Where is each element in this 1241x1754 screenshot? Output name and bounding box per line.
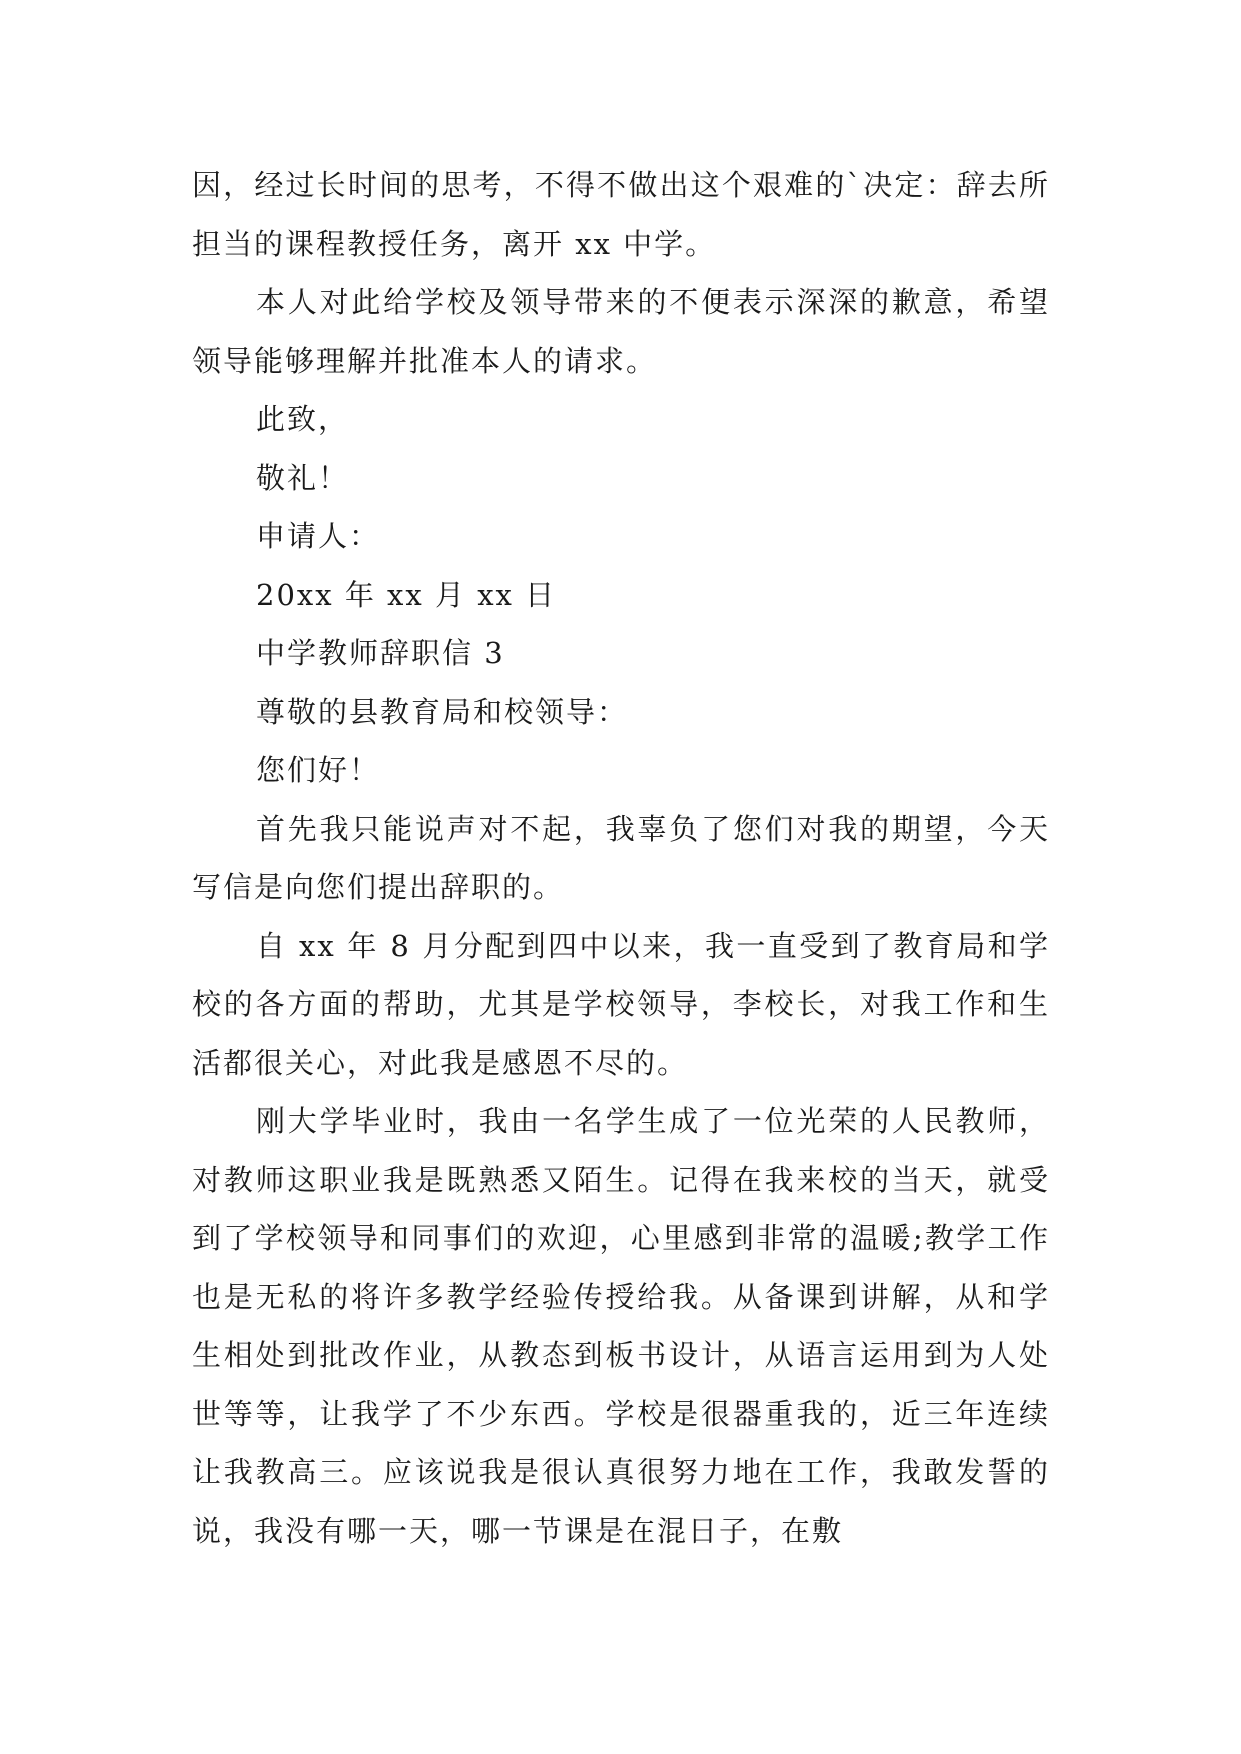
closing-salutation: 此致，: [256, 402, 350, 436]
paragraph-opening: 首先我只能说声对不起，我辜负了您们对我的期望，今天写信是向您们提出辞职的。: [192, 811, 1050, 904]
paragraph-gratitude: 自 xx 年 8 月分配到四中以来，我一直受到了教育局和学校的各方面的帮助，尤其是学校领导，李校长，对我工作和生活都很关心，对此我是感恩不尽的。: [192, 928, 1050, 1080]
greeting-hello: 您们好！: [256, 753, 381, 787]
paragraph-continuation: 因，经过长时间的思考，不得不做出这个艰难的`决定：辞去所担当的课程教授任务，离开 xx 中学。: [192, 168, 1050, 261]
closing-respect: 敬礼！: [256, 460, 350, 495]
paragraph-apology: 本人对此给学校及领导带来的不便表示深深的歉意，希望领导能够理解并批准本人的请求。: [192, 285, 1050, 378]
applicant-label: 申请人：: [256, 519, 381, 553]
section-title: 中学教师辞职信 3: [256, 636, 505, 670]
greeting-recipient: 尊敬的县教育局和校领导：: [256, 694, 629, 729]
paragraph-experience: 刚大学毕业时，我由一名学生成了一位光荣的人民教师，对教师这职业我是既熟悉又陌生。记得在我来校的当天，就受到了学校领导和同事们的欢迎，心里感到非常的温暖;教学工作也是无私的将许多教学经验传授给我。从备课到讲解，从和学生相处到批改作业，从教态到板书设计，从语言运用到为人处世等等，让我学了不少东西。学校是很器重我的，近三年连续让我教高三。应该说我是很认真很努力地在工作，我敢发誓的说，我没有哪一天，哪一节课是在混日子，在敷: [192, 1104, 1050, 1548]
letter-date: 20xx 年 xx 月 xx 日: [256, 577, 557, 612]
letter-body: [192, 156, 1050, 1560]
